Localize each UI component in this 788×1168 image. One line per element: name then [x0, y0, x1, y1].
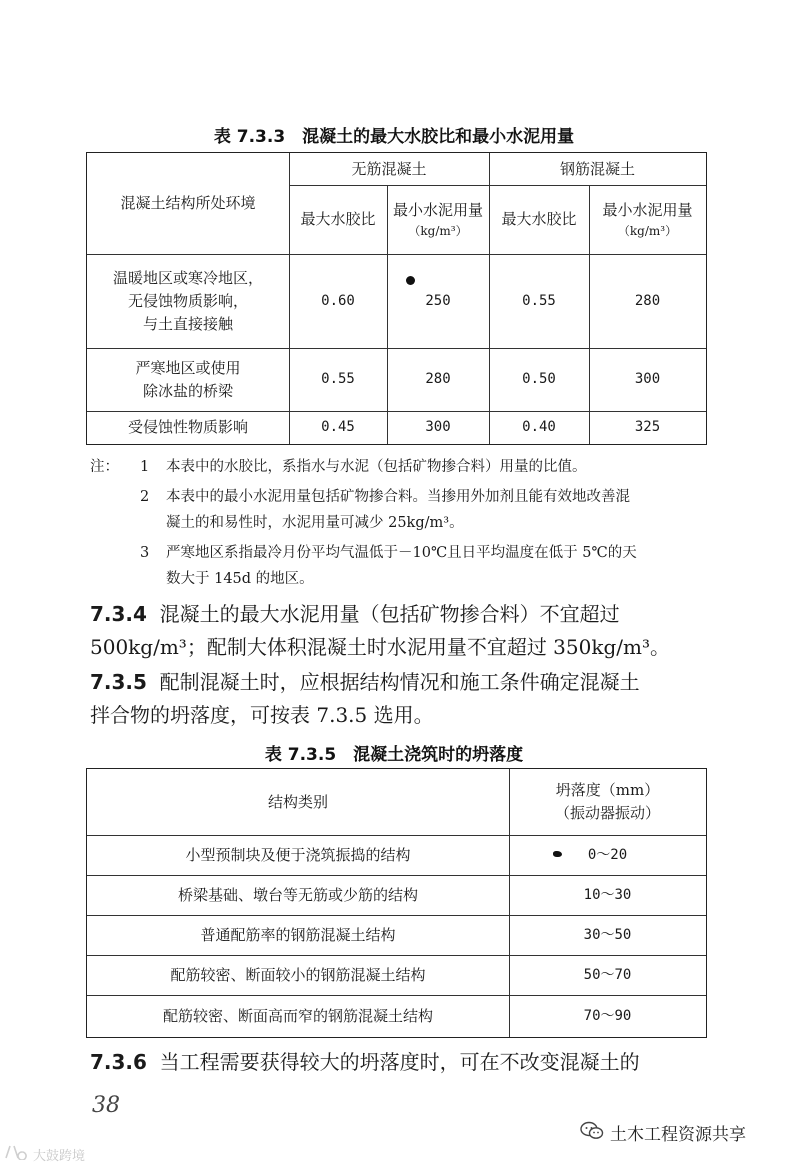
value-cell: 280 [634, 292, 661, 309]
corner-logo-icon [4, 1144, 30, 1164]
clause-text: 混凝土的最大水泥用量（包括矿物掺合料）不宜超过 [159, 602, 620, 626]
value-cell: 0.60 [321, 292, 355, 309]
env-header: 混凝土结构所处环境 [120, 194, 256, 212]
clause-number: 7.3.4 [90, 602, 147, 626]
slump-cell: 10～30 [583, 886, 632, 903]
structure-type-cell: 桥梁基础、墩台等无筋或少筋的结构 [177, 885, 418, 904]
wechat-icon [580, 1121, 604, 1145]
clause-number: 7.3.6 [90, 1050, 147, 1074]
table-row [87, 348, 289, 411]
min-cement-header-2: 最小水泥用量 [602, 201, 693, 219]
clause-7-3-6-line-1 [90, 1046, 710, 1079]
structure-type-cell: 配筋较密、断面较小的钢筋混凝土结构 [170, 965, 426, 984]
corner-watermark [4, 1144, 85, 1164]
note-2-line-1: 本表中的最小水泥用量包括矿物掺合料。当掺用外加剂且能有效地改善混 [166, 489, 630, 505]
env-line: 除冰盐的桥梁 [142, 381, 233, 400]
value-cell: 250 [425, 292, 451, 309]
value-cell: 0.55 [522, 292, 556, 309]
reinforced-concrete-header: 钢筋混凝土 [559, 159, 635, 178]
clause-text: 当工程需要获得较大的坍落度时，可在不改变混凝土的 [159, 1050, 640, 1074]
ink-dot [406, 276, 415, 285]
notes-prefix: 注： [90, 459, 119, 475]
structure-type-cell: 普通配筋率的钢筋混凝土结构 [200, 925, 396, 944]
structure-type-cell: 小型预制块及便于浇筑振捣的结构 [185, 845, 411, 864]
table-735 [86, 768, 707, 1038]
watermark-text: 土木工程资源共享 [610, 1125, 746, 1145]
clause-7-3-5-line-1 [90, 666, 710, 699]
env-line: 无侵蚀物质影响， [127, 291, 248, 310]
max-wb-header-2: 最大水胶比 [501, 210, 577, 228]
note-number: 3 [140, 545, 150, 561]
clause-7-3-4-line-2: 500kg/m³；配制大体积混凝土时水泥用量不宜超过 350kg/m³。 [90, 635, 670, 659]
structure-type-cell: 配筋较密、断面高而窄的钢筋混凝土结构 [162, 1006, 433, 1025]
table-row [87, 875, 509, 915]
ink-mark [553, 851, 562, 857]
max-wb-header: 最大水胶比 [300, 210, 376, 228]
unit-label: （kg/m³） [408, 224, 468, 238]
page-number: 38 [92, 1093, 120, 1118]
slump-header: 坍落度（mm） [555, 781, 660, 799]
note-1: 本表中的水胶比，系指水与水泥（包括矿物掺合料）用量的比值。 [166, 459, 587, 475]
value-cell: 325 [634, 419, 661, 435]
vibrator-note: （振动器振动） [554, 804, 660, 822]
table-row [87, 955, 509, 995]
env-line: 与土直接接触 [142, 314, 233, 333]
plain-concrete-header: 无筋混凝土 [351, 159, 427, 178]
table-row [87, 411, 289, 444]
slump-cell: 30～50 [583, 926, 632, 943]
unit-label-2: （kg/m³） [617, 224, 678, 238]
table-row [87, 254, 289, 348]
value-cell: 0.40 [522, 419, 556, 435]
table-row [87, 915, 509, 955]
slump-cell: 0～20 [587, 846, 628, 863]
clause-7-3-5-line-2: 拌合物的坍落度，可按表 7.3.5 选用。 [90, 703, 434, 727]
table-row [87, 835, 509, 875]
value-cell: 300 [634, 371, 661, 387]
table-733-caption: 表 7.3.3 混凝土的最大水胶比和最小水泥用量 [213, 127, 575, 147]
clause-text: 配制混凝土时，应根据结构情况和施工条件确定混凝土 [159, 670, 640, 694]
env-line: 温暖地区或寒冷地区， [112, 268, 263, 287]
value-cell: 0.55 [321, 371, 355, 387]
value-cell: 0.50 [522, 371, 556, 387]
value-cell: 0.45 [321, 419, 355, 435]
note-number: 2 [140, 489, 150, 505]
env-line: 受侵蚀性物质影响 [127, 418, 248, 436]
note-2-line-2: 凝土的和易性时，水泥用量可减少 25kg/m³。 [166, 515, 464, 531]
table-row [87, 995, 509, 1037]
clause-number: 7.3.5 [90, 670, 147, 694]
watermark [580, 1120, 746, 1145]
note-3-line-2: 数大于 145d 的地区。 [166, 571, 314, 587]
slump-cell: 70～90 [583, 1007, 632, 1024]
corner-watermark-text: 大鼓跨境 [33, 1148, 86, 1164]
table-733 [86, 152, 707, 445]
value-cell: 300 [425, 419, 451, 435]
min-cement-header: 最小水泥用量 [392, 201, 483, 219]
structure-type-header: 结构类别 [267, 792, 328, 811]
slump-cell: 50～70 [583, 966, 632, 983]
table-735-caption: 表 7.3.5 混凝土浇筑时的坍落度 [264, 745, 524, 765]
note-number: 1 [140, 459, 150, 475]
env-line: 严寒地区或使用 [135, 358, 241, 377]
clause-7-3-4-line-1 [90, 598, 710, 631]
value-cell: 280 [425, 371, 451, 387]
note-3-line-1: 严寒地区系指最冷月份平均气温低于－10℃且日平均温度在低于 5℃的天 [166, 545, 637, 561]
